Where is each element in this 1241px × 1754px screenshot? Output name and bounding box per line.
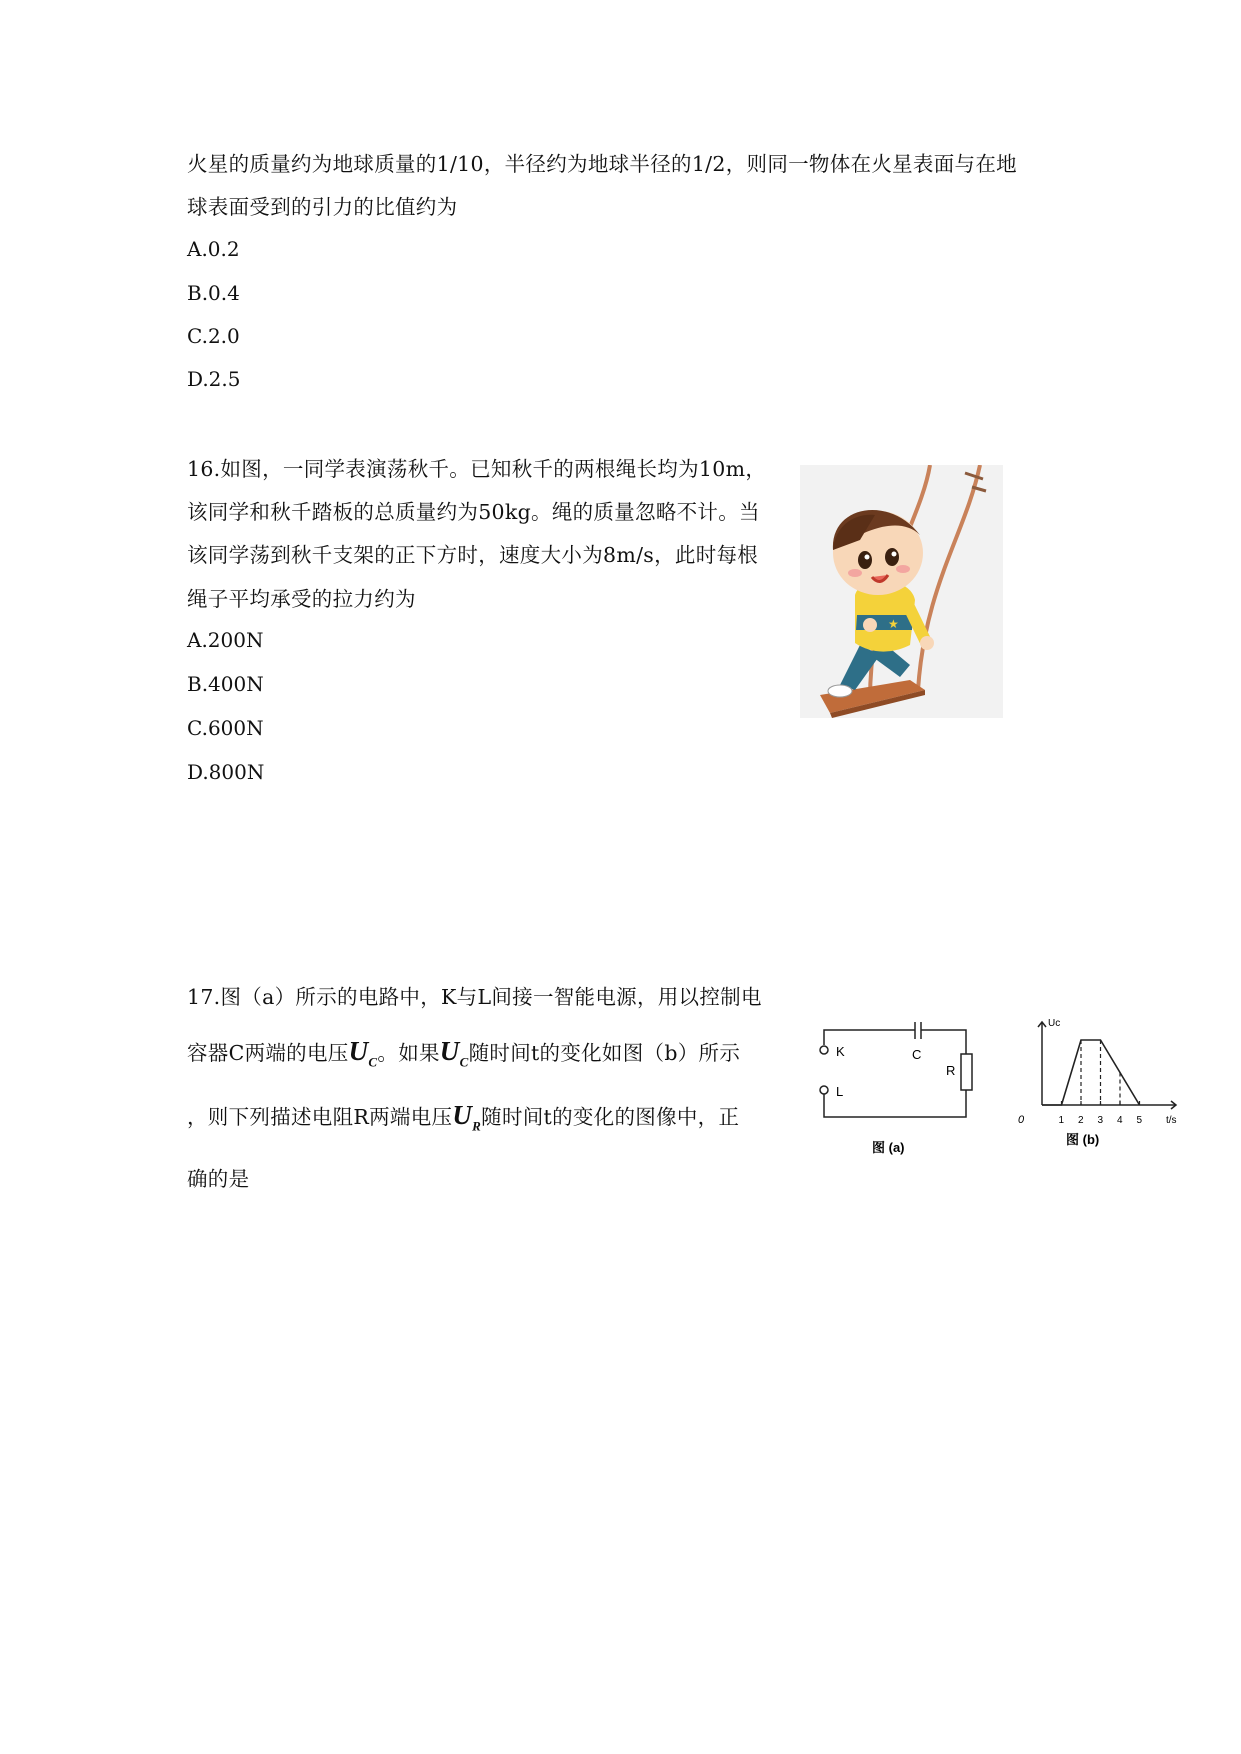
origin-label: 0: [1018, 1114, 1025, 1126]
u-c-symbol: [348, 1036, 378, 1070]
caption-fig-a: 图 (a): [872, 1140, 905, 1155]
q16-text-line-4: 绳子平均承受的拉力约为: [187, 587, 416, 611]
y-axis-label: Uc: [1048, 1018, 1061, 1029]
q17-text-line-3: [187, 1100, 739, 1134]
terminal-k: [820, 1046, 828, 1054]
label-c: C: [912, 1047, 922, 1062]
uc-voltage-graph-b: [1006, 1010, 1186, 1160]
q17-text-line-4: 确的是: [187, 1167, 250, 1191]
x-tick-label-3: 3: [1097, 1115, 1104, 1126]
q15-text-line-1: 火星的质量约为地球质量的1/10，半径约为地球半径的1/2，则同一物体在火星表面与在地: [187, 152, 1017, 176]
u-r-main: U: [452, 1100, 473, 1130]
u-r-symbol: [452, 1100, 482, 1134]
label-k: K: [836, 1044, 845, 1059]
x-tick-label-1: 1: [1058, 1115, 1065, 1126]
terminal-l: [820, 1086, 828, 1094]
u-c-main-2: U: [439, 1036, 460, 1066]
q17-line2-part-a: 容器C两端的电压: [187, 1041, 349, 1065]
label-r: R: [946, 1063, 956, 1078]
q16-option-a: A.200N: [187, 628, 264, 652]
q16-option-c: C.600N: [187, 716, 264, 740]
caption-fig-b: 图 (b): [1066, 1132, 1100, 1147]
uc-series-line: [1042, 1040, 1140, 1105]
q15-option-b: B.0.4: [187, 281, 240, 305]
boy-on-swing-illustration: [800, 465, 1003, 718]
q17-text-line-2: [187, 1036, 740, 1070]
label-l: L: [836, 1084, 844, 1099]
q17-line2-part-b: 。如果: [377, 1041, 440, 1065]
q17-line3-part-b: 随时间t的变化的图像中，正: [481, 1105, 740, 1129]
q15-option-c: C.2.0: [187, 324, 240, 348]
q16-text-line-3: 该同学荡到秋千支架的正下方时，速度大小为8m/s，此时每根: [187, 543, 759, 567]
x-tick-label-4: 4: [1117, 1115, 1123, 1126]
q16-option-b: B.400N: [187, 672, 264, 696]
u-c-symbol-2: [439, 1036, 469, 1070]
q15-option-a: A.0.2: [187, 237, 240, 261]
x-tick-label-2: 2: [1078, 1115, 1084, 1126]
q15-option-d: D.2.5: [187, 367, 241, 391]
q16-text-line-1: 16.如图，一同学表演荡秋千。已知秋千的两根绳长均为10m，: [187, 457, 767, 481]
q17-line3-part-a: ，则下列描述电阻R两端电压: [187, 1105, 453, 1129]
u-c-subscript: C: [368, 1054, 378, 1070]
u-c-subscript-2: C: [459, 1054, 469, 1070]
q16-text-line-2: 该同学和秋千踏板的总质量约为50kg。绳的质量忽略不计。当: [187, 500, 760, 524]
x-tick-label-5: 5: [1136, 1115, 1143, 1126]
u-c-main: U: [348, 1036, 369, 1066]
circuit-diagram-a: [812, 1012, 982, 1162]
q15-text-line-2: 球表面受到的引力的比值约为: [187, 195, 458, 219]
x-axis-label: t/s: [1166, 1115, 1177, 1126]
q17-line2-part-c: 随时间t的变化如图（b）所示: [468, 1041, 741, 1065]
u-r-subscript: R: [472, 1118, 482, 1134]
q17-text-line-1: 17.图（a）所示的电路中，K与L间接一智能电源，用以控制电: [187, 985, 762, 1009]
q16-option-d: D.800N: [187, 760, 265, 784]
svg-text:★: ★: [888, 617, 899, 631]
